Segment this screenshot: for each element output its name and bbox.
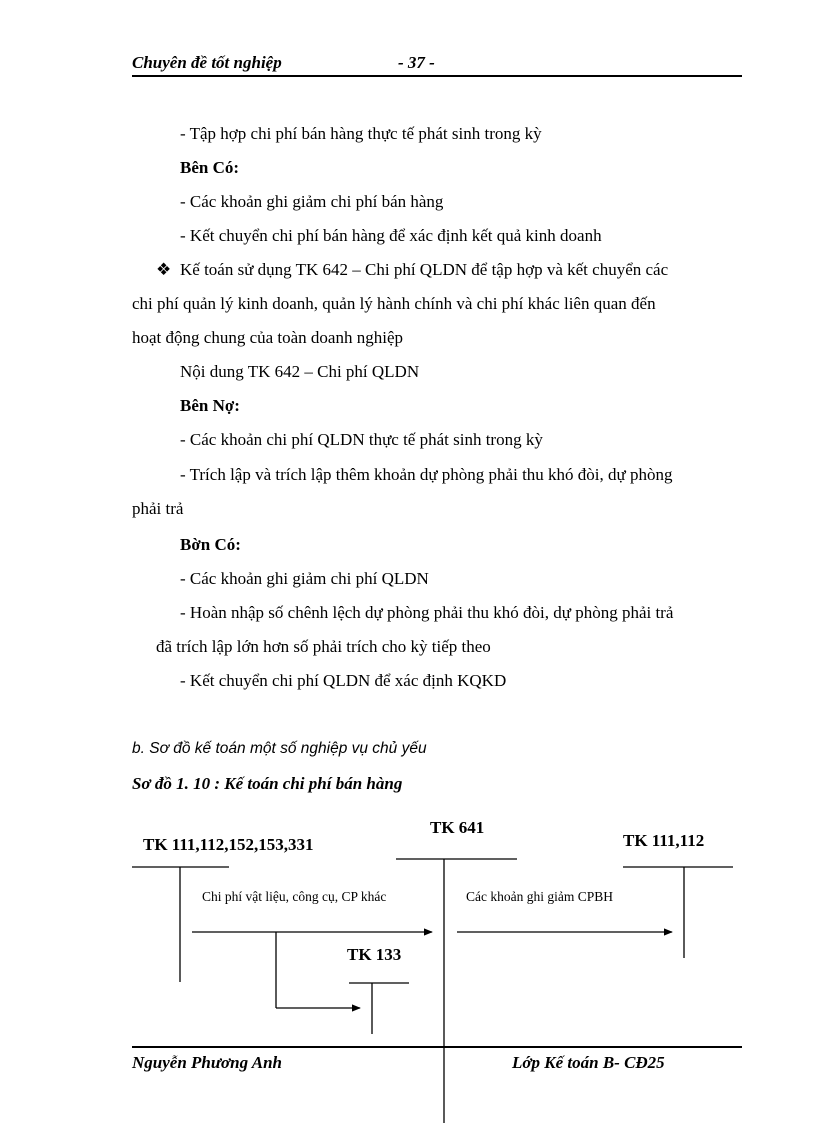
text-line-8: - Kết chuyển chi phí QLDN để xác định KQKD [180,671,507,690]
account-left-label: TK 111,112,152,153,331 [143,835,314,854]
diamond-bullet-icon: ❖ [156,260,172,279]
bon-co-heading: Bờn Có: [180,535,241,554]
ben-co-heading: Bên Có: [180,158,240,177]
text-line-7b: đã trích lập lớn hơn số phải trích cho kỳ tiếp theo [156,637,491,656]
text-line-7a: - Hoàn nhập số chênh lệch dự phòng phải thu khó đòi, dự phòng phải trả [180,603,674,622]
header-title: Chuyên đề tốt nghiệp [132,53,282,72]
text-line-5b: phải trả [132,499,184,518]
paragraph-line-1: Kế toán sử dụng TK 642 – Chi phí QLDN để tập hợp và kết chuyển các [180,260,669,279]
noi-dung-line: Nội dung TK 642 – Chi phí QLDN [180,362,420,381]
account-center-label: TK 641 [430,818,485,837]
account-right-label: TK 111,112 [623,831,705,850]
section-b-heading: b. Sơ đồ kế toán một số nghiệp vụ chủ yếu [132,740,427,757]
ben-no-heading: Bên Nợ: [180,396,240,415]
flow-right-label: Các khoản ghi giảm CPBH [466,889,613,904]
footer-author: Nguyễn Phương Anh [132,1053,282,1072]
text-line-2: - Các khoản ghi giảm chi phí bán hàng [180,192,444,211]
text-line-4: - Các khoản chi phí QLDN thực tế phát sinh trong kỳ [180,430,543,449]
flow-left-label: Chi phí vật liệu, công cụ, CP khác [202,889,387,904]
footer-rule [132,1046,742,1048]
footer-class: Lớp Kế toán B- CĐ25 [512,1053,665,1072]
text-line-3: - Kết chuyển chi phí bán hàng để xác định kết quả kinh doanh [180,226,602,245]
diagram-title: Sơ đồ 1. 10 : Kế toán chi phí bán hàng [132,774,403,793]
paragraph-line-3: hoạt động chung của toàn doanh nghiệp [132,328,403,347]
paragraph-line-2: chi phí quản lý kinh doanh, quản lý hành chính và chi phí khác liên quan đến [132,294,656,313]
page-number: - 37 - [398,53,435,72]
text-line-6: - Các khoản ghi giảm chi phí QLDN [180,569,429,588]
text-line-5a: - Trích lập và trích lập thêm khoản dự phòng phải thu khó đòi, dự phòng [180,465,673,484]
account-sub-label: TK 133 [347,945,402,964]
text-line-1: - Tập hợp chi phí bán hàng thực tế phát sinh trong kỳ [180,124,542,143]
